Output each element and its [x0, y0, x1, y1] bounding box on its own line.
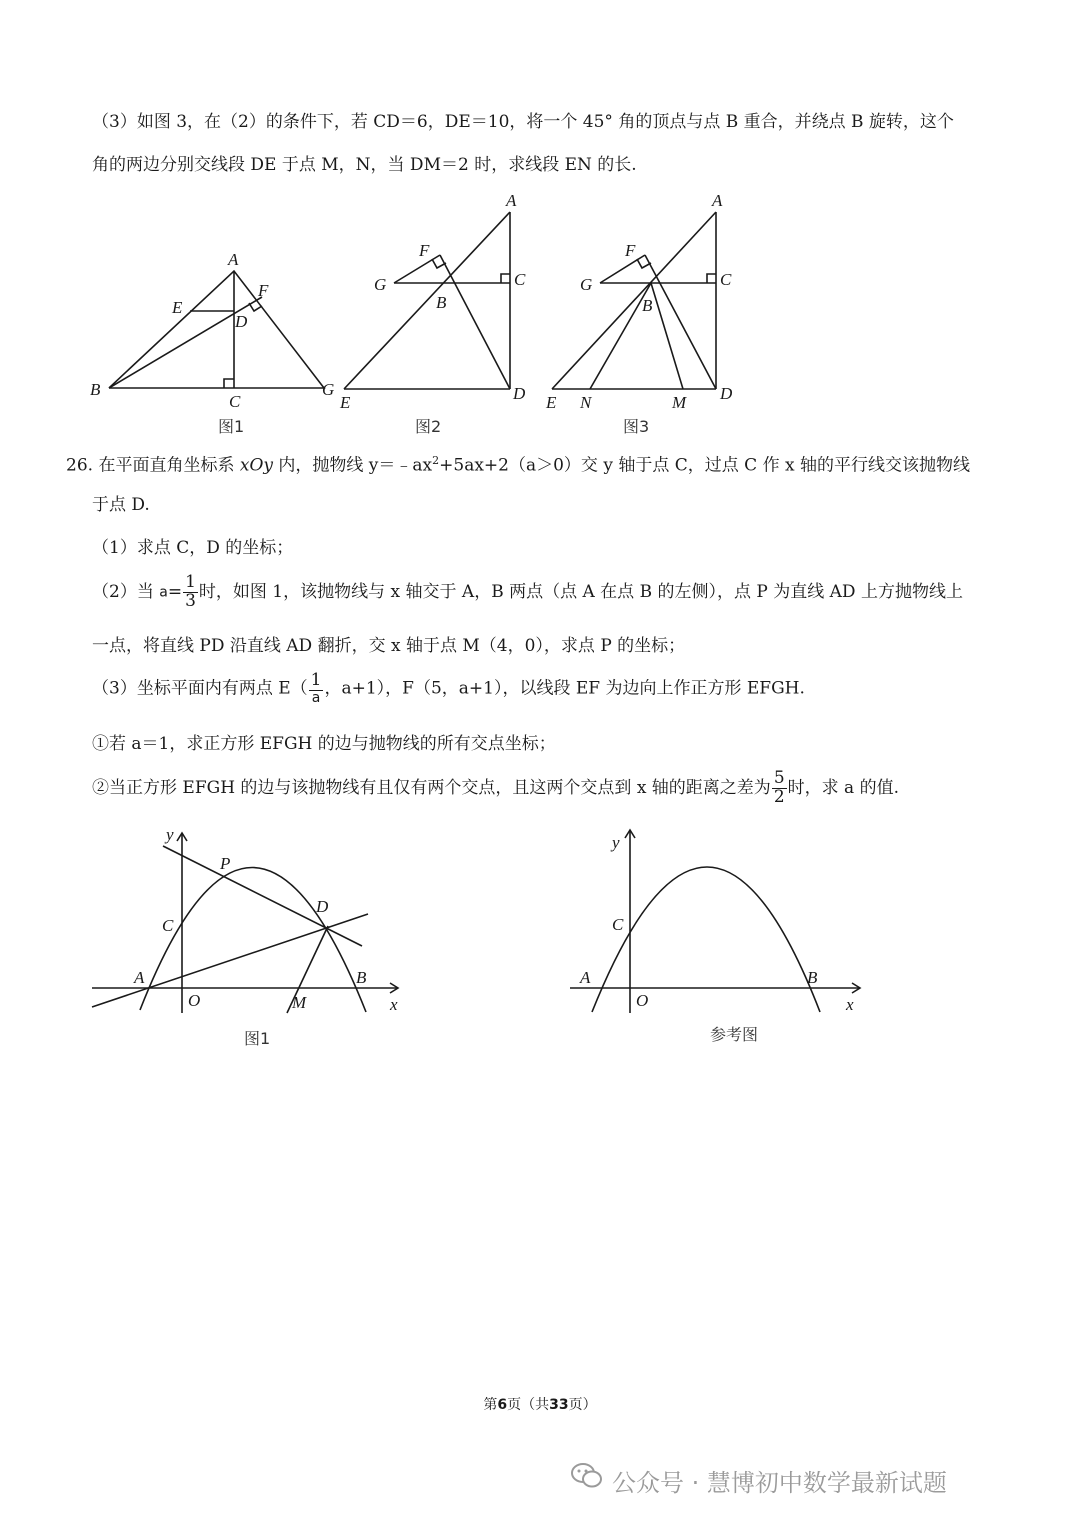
footer-c: 页）	[568, 1397, 597, 1413]
g1-label-y: y	[166, 825, 174, 844]
g1-caption: 图1	[244, 1029, 271, 1048]
fig1-label-C: C	[229, 392, 241, 411]
fig1-caption: 图1	[218, 417, 245, 436]
g2-label-B: B	[807, 968, 818, 987]
q26-part3-den: a	[311, 689, 321, 706]
fig3-label-F: F	[625, 241, 636, 260]
wechat-icon	[570, 1460, 604, 1490]
fig2-label-C: C	[514, 270, 526, 289]
fig3-label-N: N	[580, 393, 592, 412]
g1-label-P: P	[220, 854, 231, 873]
fig1-label-B: B	[90, 380, 101, 399]
g1-label-C: C	[162, 916, 174, 935]
page-footer	[0, 1394, 1080, 1414]
g1-label-M: M	[292, 993, 307, 1012]
q26-stem-c: +5ax+2（a＞0）交 y 轴于点 C，过点 C 作 x 轴的平行线交该抛物线	[439, 455, 970, 476]
fig2-label-B: B	[436, 293, 447, 312]
fig1-label-D: D	[235, 312, 248, 331]
fig3-caption: 图3	[623, 417, 650, 436]
g2-label-A: A	[580, 968, 591, 987]
q26-part2-eq: =	[167, 581, 183, 602]
q26-part3-ii-num: 5	[773, 768, 785, 788]
q26-stem-b: 内，抛物线 y＝﹣ax	[273, 455, 433, 476]
fig3-label-E: E	[546, 393, 557, 412]
q26-part1: （1）求点 C，D 的坐标；	[92, 538, 294, 558]
footer-total: 33	[549, 1397, 569, 1413]
q26-part3-ii-b: 时，求 a 的值.	[787, 777, 899, 798]
fig2-label-A: A	[506, 191, 517, 210]
q26-part3-i: ①若 a＝1，求正方形 EFGH 的边与抛物线的所有交点坐标；	[92, 734, 556, 754]
q26-part3-b: ，a+1），F（5，a+1），以线段 EF 为边向上作正方形 EFGH.	[324, 678, 805, 699]
g2-caption: 参考图	[710, 1025, 759, 1044]
fig1-label-A: A	[228, 250, 239, 269]
q26-part2-a: （2）当	[92, 581, 160, 602]
q25-part3-line2: 角的两边分别交线段 DE 于点 M，N，当 DM＝2 时，求线段 EN 的长.	[92, 155, 637, 175]
g2-label-y: y	[612, 833, 620, 852]
fig2-label-F: F	[419, 241, 430, 260]
g1-label-x: x	[390, 995, 398, 1014]
fig3-label-D: D	[720, 384, 733, 403]
q26-part3-a: （3）坐标平面内有两点 E（	[92, 678, 308, 699]
fig3-label-A: A	[712, 191, 723, 210]
q26-part2-var: a	[159, 584, 168, 601]
q26-part2-den: 3	[185, 590, 196, 611]
q25-part3-line1: （3）如图 3，在（2）的条件下，若 CD＝6，DE＝10，将一个 45° 角的顶点与点 B 重合，并绕点 B 旋转，这个	[92, 112, 954, 132]
fig1-label-E: E	[172, 298, 183, 317]
fig1-label-F: F	[258, 281, 269, 300]
g1-label-O: O	[188, 991, 201, 1010]
g2-label-O: O	[636, 991, 649, 1010]
fig3-label-C: C	[720, 270, 732, 289]
fig1-label-G: G	[322, 380, 335, 399]
q26-stem-line2: 于点 D.	[92, 495, 150, 515]
g2-label-C: C	[612, 915, 624, 934]
q26-stem-xoy: xOy	[239, 455, 273, 476]
footer-page: 6	[497, 1397, 508, 1413]
q26-stem-sup: 2	[432, 454, 440, 467]
g1-label-A: A	[134, 968, 145, 987]
footer-a: 第	[483, 1397, 498, 1413]
g2-label-x: x	[846, 995, 854, 1014]
q26-number: 26.	[66, 455, 94, 476]
g1-label-D: D	[316, 897, 329, 916]
footer-b: 页（共	[507, 1397, 550, 1413]
q26-part3-ii-den: 2	[773, 786, 785, 807]
fig2-label-E: E	[340, 393, 351, 412]
fig3-label-B: B	[642, 296, 653, 315]
fig3-label-G: G	[580, 275, 593, 294]
fig3-label-M: M	[672, 393, 687, 412]
fig2-label-G: G	[374, 275, 387, 294]
g1-label-B: B	[356, 968, 367, 987]
q26-part2-num: 1	[185, 572, 196, 592]
q26-part2-b: 时，如图 1，该抛物线与 x 轴交于 A，B 两点（点 A 在点 B 的左侧），点 P 为直线 AD 上方抛物线上	[198, 581, 963, 602]
q26-stem-a: 在平面直角坐标系	[98, 455, 240, 476]
q26-part3-num: 1	[310, 670, 322, 690]
watermark-text: 公众号 · 慧博初中数学最新试题	[612, 1469, 947, 1497]
q26-part3-ii-a: ②当正方形 EFGH 的边与该抛物线有且仅有两个交点，且这两个交点到 x 轴的距离之差为	[92, 777, 771, 798]
q26-part2-line2: 一点，将直线 PD 沿直线 AD 翻折，交 x 轴于点 M（4，0），求点 P 的坐标；	[92, 636, 686, 656]
fig2-caption: 图2	[415, 417, 442, 436]
fig2-label-D: D	[513, 384, 526, 403]
